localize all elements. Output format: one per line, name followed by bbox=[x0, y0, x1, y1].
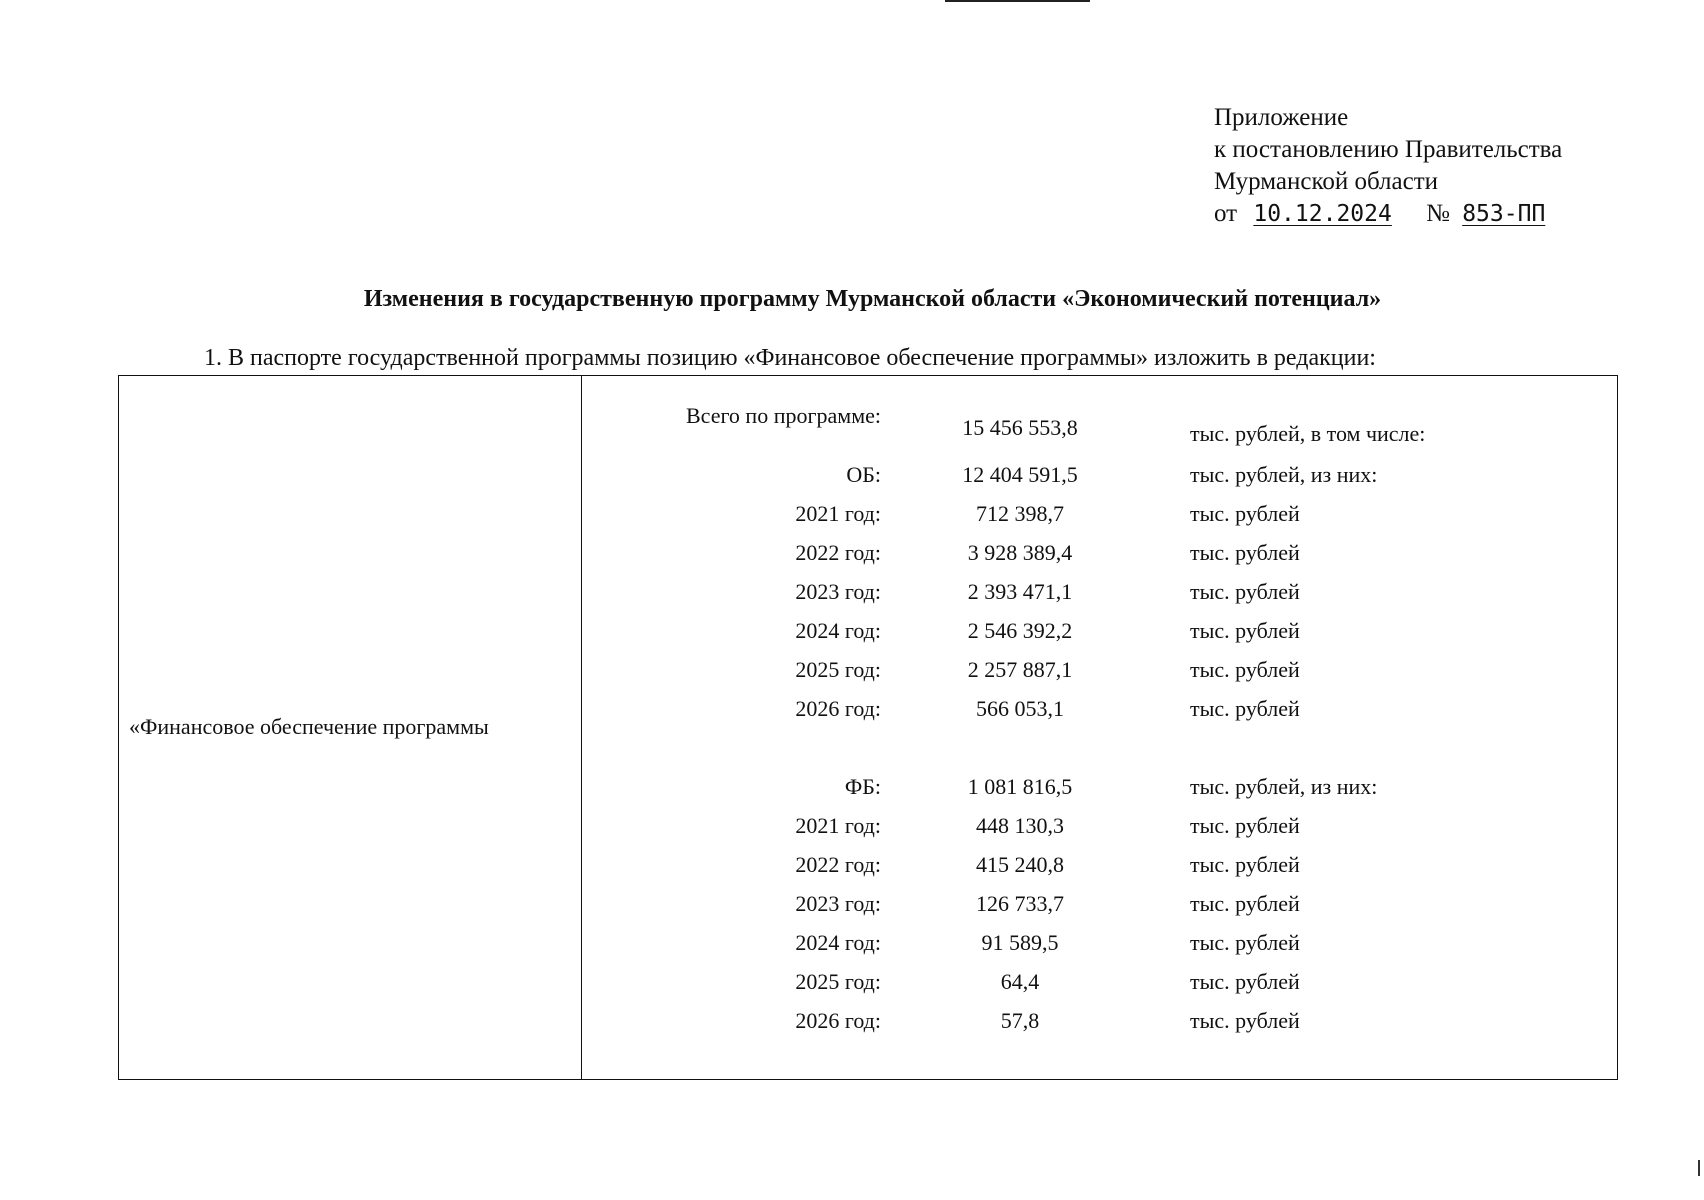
financing-cell bbox=[582, 376, 1617, 1079]
year-value: 2 546 392,2 bbox=[967, 618, 1073, 643]
year-label: 2026 год: bbox=[795, 696, 881, 721]
position-label: «Финансовое обеспечение программы bbox=[129, 714, 489, 739]
year-label: 2022 год: bbox=[795, 852, 881, 877]
year-value: 64,4 bbox=[1000, 969, 1040, 994]
year-label: 2025 год: bbox=[795, 969, 881, 994]
passport-table bbox=[118, 375, 1618, 1080]
year-label: 2025 год: bbox=[795, 657, 881, 682]
fb-year-row bbox=[582, 891, 1617, 921]
total-value: 15 456 553,8 bbox=[962, 415, 1078, 440]
year-label: 2024 год: bbox=[795, 618, 881, 643]
fb-year-row bbox=[582, 1008, 1617, 1038]
year-label: 2021 год: bbox=[795, 501, 881, 526]
fb-label: ФБ: bbox=[844, 774, 881, 799]
number-sign: № bbox=[1426, 200, 1450, 227]
year-label: 2026 год: bbox=[795, 1008, 881, 1033]
total-unit: тыс. рублей, в том числе: bbox=[1190, 421, 1426, 446]
appendix-header bbox=[1214, 102, 1562, 230]
year-unit: тыс. рублей bbox=[1190, 813, 1300, 838]
ob-label: ОБ: bbox=[846, 462, 881, 487]
year-label: 2021 год: bbox=[795, 813, 881, 838]
ob-value: 12 404 591,5 bbox=[962, 462, 1078, 487]
appendix-line-1: Приложение bbox=[1214, 104, 1349, 131]
year-unit: тыс. рублей bbox=[1190, 657, 1300, 682]
appendix-line-3: Мурманской области bbox=[1214, 168, 1439, 195]
year-label: 2023 год: bbox=[795, 579, 881, 604]
year-label: 2022 год: bbox=[795, 540, 881, 565]
resolution-number: 853-ПП bbox=[1462, 201, 1546, 227]
year-value: 448 130,3 bbox=[976, 813, 1064, 838]
year-unit: тыс. рублей bbox=[1190, 540, 1300, 565]
ob-year-row bbox=[582, 618, 1617, 648]
fb-unit: тыс. рублей, из них: bbox=[1190, 774, 1378, 799]
year-value: 126 733,7 bbox=[976, 891, 1064, 916]
year-value: 2 393 471,1 bbox=[967, 579, 1073, 604]
ob-year-row bbox=[582, 579, 1617, 609]
ob-year-row bbox=[582, 696, 1617, 726]
instruction-paragraph: 1. В паспорте государственной программы позицию «Финансовое обеспечение программы» изложить в редакции: bbox=[204, 345, 1376, 371]
year-unit: тыс. рублей bbox=[1190, 852, 1300, 877]
year-unit: тыс. рублей bbox=[1190, 618, 1300, 643]
ob-unit: тыс. рублей, из них: bbox=[1190, 462, 1378, 487]
resolution-date: 10.12.2024 bbox=[1253, 201, 1392, 227]
year-label: 2024 год: bbox=[795, 930, 881, 955]
year-unit: тыс. рублей bbox=[1190, 1008, 1300, 1033]
fb-year-row bbox=[582, 813, 1617, 843]
appendix-date-row bbox=[1214, 198, 1562, 230]
fb-total-row bbox=[582, 774, 1617, 804]
ob-year-row bbox=[582, 501, 1617, 531]
document-title: Изменения в государственную программу Мурманской области «Экономический потенциал» bbox=[363, 286, 1382, 312]
ob-year-row bbox=[582, 657, 1617, 687]
ob-year-row bbox=[582, 540, 1617, 570]
total-row bbox=[582, 403, 1617, 446]
fb-year-row bbox=[582, 930, 1617, 960]
total-label: Всего по программе: bbox=[685, 403, 881, 428]
year-unit: тыс. рублей bbox=[1190, 930, 1300, 955]
date-prefix: от bbox=[1214, 200, 1238, 227]
scan-artifact-top bbox=[945, 0, 1090, 2]
year-value: 415 240,8 bbox=[976, 852, 1064, 877]
scan-artifact-side bbox=[1698, 1160, 1700, 1176]
fb-year-row bbox=[582, 852, 1617, 882]
year-unit: тыс. рублей bbox=[1190, 579, 1300, 604]
year-value: 712 398,7 bbox=[976, 501, 1064, 526]
appendix-line-2: к постановлению Правительства bbox=[1214, 136, 1563, 163]
year-value: 566 053,1 bbox=[976, 696, 1064, 721]
fb-value: 1 081 816,5 bbox=[967, 774, 1073, 799]
year-unit: тыс. рублей bbox=[1190, 891, 1300, 916]
year-unit: тыс. рублей bbox=[1190, 501, 1300, 526]
year-value: 57,8 bbox=[1000, 1008, 1040, 1033]
year-value: 2 257 887,1 bbox=[967, 657, 1073, 682]
year-label: 2023 год: bbox=[795, 891, 881, 916]
year-unit: тыс. рублей bbox=[1190, 696, 1300, 721]
ob-total-row bbox=[582, 462, 1617, 492]
year-value: 3 928 389,4 bbox=[967, 540, 1073, 565]
year-unit: тыс. рублей bbox=[1190, 969, 1300, 994]
fb-year-row bbox=[582, 969, 1617, 999]
year-value: 91 589,5 bbox=[981, 930, 1059, 955]
